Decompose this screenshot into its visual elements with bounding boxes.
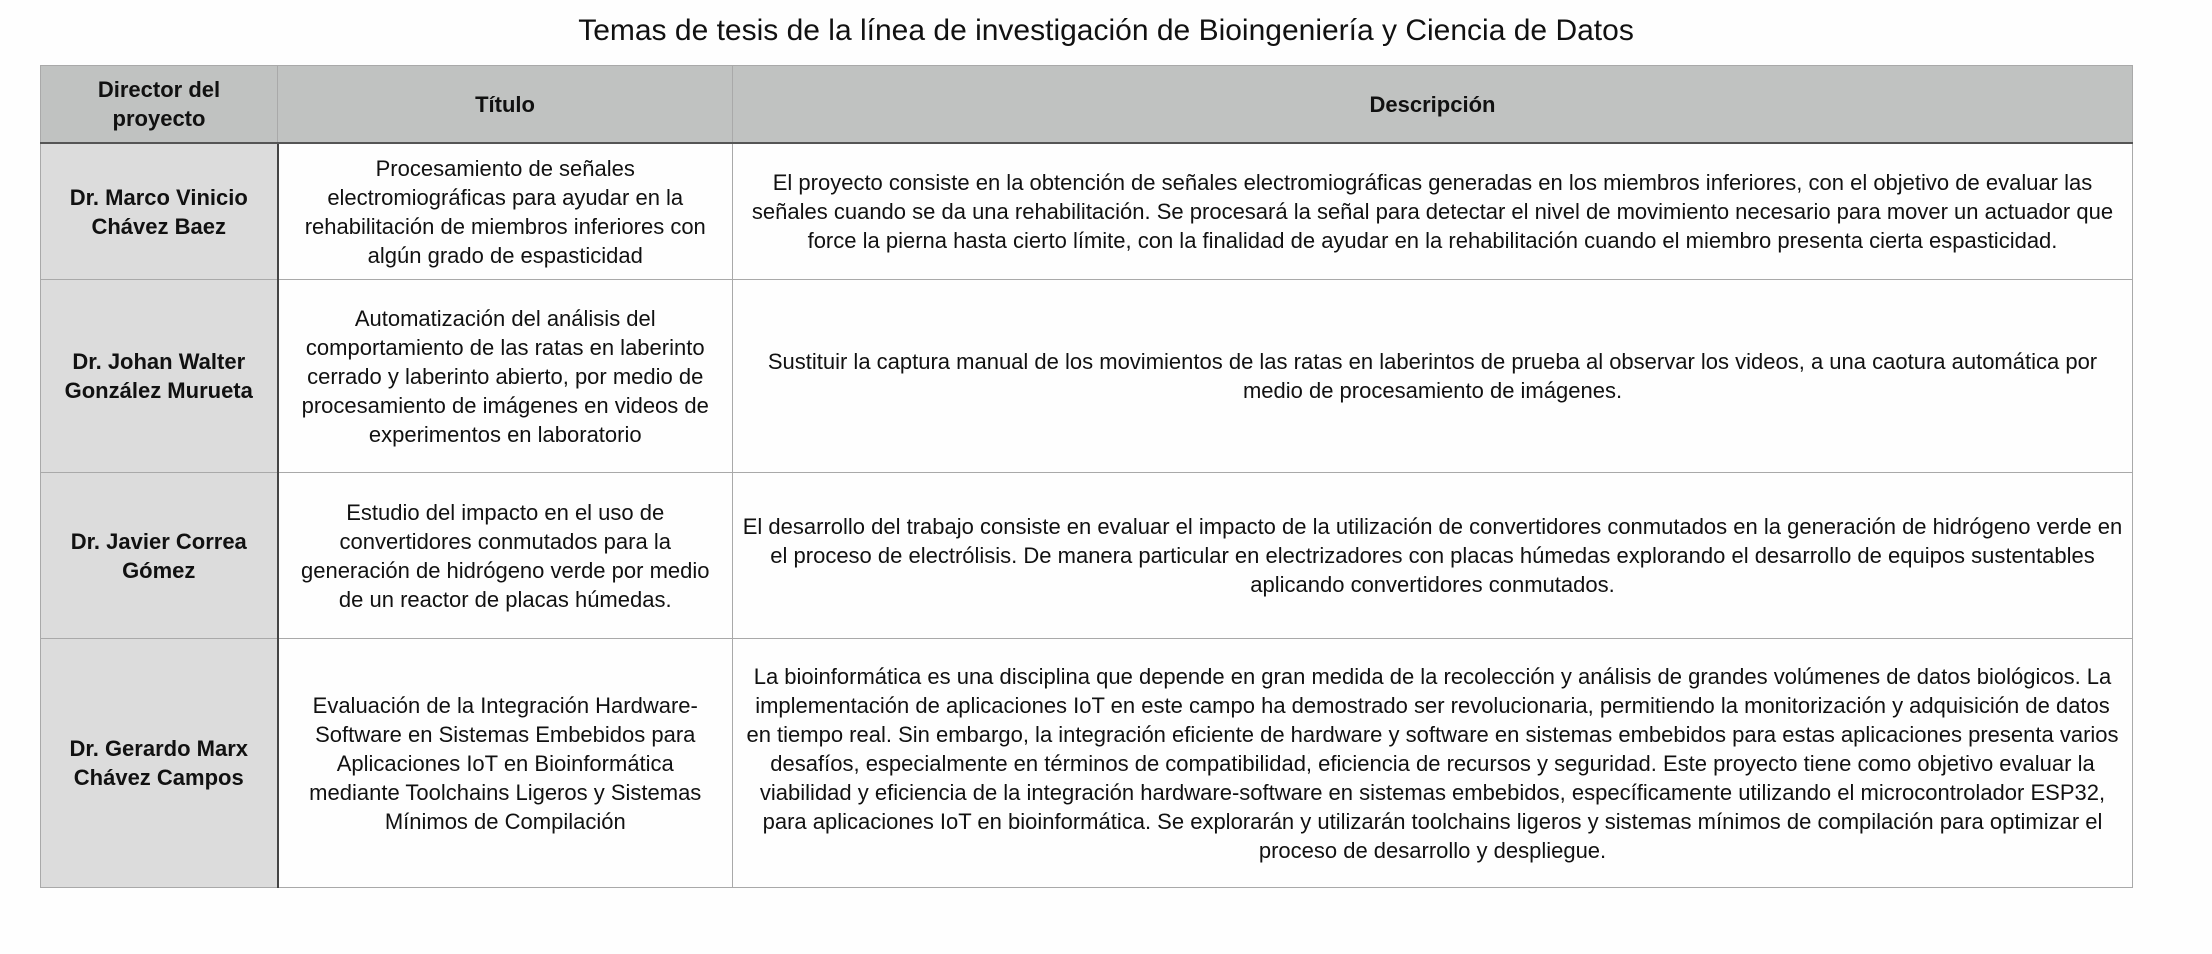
description-cell: Sustituir la captura manual de los movimientos de las ratas en laberintos de prueba al observar los videos, a una caotura automática por medio de procesamiento de imágenes. (733, 280, 2133, 473)
header-director: Director del proyecto (41, 66, 278, 144)
table-row (41, 473, 2133, 639)
description-cell: La bioinformática es una disciplina que depende en gran medida de la recolección y análisis de grandes volúmenes de datos biológicos. La implementación de aplicaciones IoT en este campo ha demostrado ser revolucionaria, permitiendo la monitorización y adquisición de datos en tiempo real. Sin embargo, la integración eficiente de hardware y software en sistemas embebidos para estas aplicaciones presenta varios desafíos, especialmente en términos de compatibilidad, eficiencia de recursos y seguridad. Este proyecto tiene como objetivo evaluar la viabilidad y eficiencia de la integración hardware-software en sistemas embebidos, específicamente utilizando el microcontrolador ESP32, para aplicaciones IoT en bioinformática. Se explorarán y utilizarán toolchains ligeros y sistemas mínimos de compilación para optimizar el proceso de desarrollo y despliegue. (733, 639, 2133, 888)
director-cell: Dr. Gerardo Marx Chávez Campos (41, 639, 278, 888)
title-cell: Evaluación de la Integración Hardware-Software en Sistemas Embebidos para Aplicaciones IoT en Bioinformática mediante Toolchains Ligeros y Sistemas Mínimos de Compilación (278, 639, 733, 888)
table-header (41, 66, 2133, 144)
description-cell: El proyecto consiste en la obtención de señales electromiográficas generadas en los miembros inferiores, con el objetivo de evaluar las señales cuando se da una rehabilitación. Se procesará la señal para detectar el nivel de movimiento necesario para mover un actuador que force la pierna hasta cierto límite, con la finalidad de ayudar en la rehabilitación cuando el miembro presenta cierta espasticidad. (733, 143, 2133, 280)
title-cell: Estudio del impacto en el uso de convertidores conmutados para la generación de hidrógeno verde por medio de un reactor de placas húmedas. (278, 473, 733, 639)
header-title: Título (278, 66, 733, 144)
title-cell: Procesamiento de señales electromiográficas para ayudar en la rehabilitación de miembros inferiores con algún grado de espasticidad (278, 143, 733, 280)
director-cell: Dr. Javier Correa Gómez (41, 473, 278, 639)
table-body (41, 143, 2133, 888)
header-description: Descripción (733, 66, 2133, 144)
document-title: Temas de tesis de la línea de investigación de Bioingeniería y Ciencia de Datos (578, 14, 1634, 47)
title-cell: Automatización del análisis del comportamiento de las ratas en laberinto cerrado y laberinto abierto, por medio de procesamiento de imágenes en videos de experimentos en laboratorio (278, 280, 733, 473)
table-row (41, 639, 2133, 888)
table-row (41, 143, 2133, 280)
description-cell: El desarrollo del trabajo consiste en evaluar el impacto de la utilización de convertidores conmutados en la generación de hidrógeno verde en el proceso de electrólisis. De manera particular en electrizadores con placas húmedas explorando el desarrollo de equipos sustentables aplicando convertidores conmutados. (733, 473, 2133, 639)
thesis-topics-table (40, 65, 2133, 888)
table-row (41, 280, 2133, 473)
header-row (41, 66, 2133, 144)
director-cell: Dr. Marco Vinicio Chávez Baez (41, 143, 278, 280)
director-cell: Dr. Johan Walter González Murueta (41, 280, 278, 473)
